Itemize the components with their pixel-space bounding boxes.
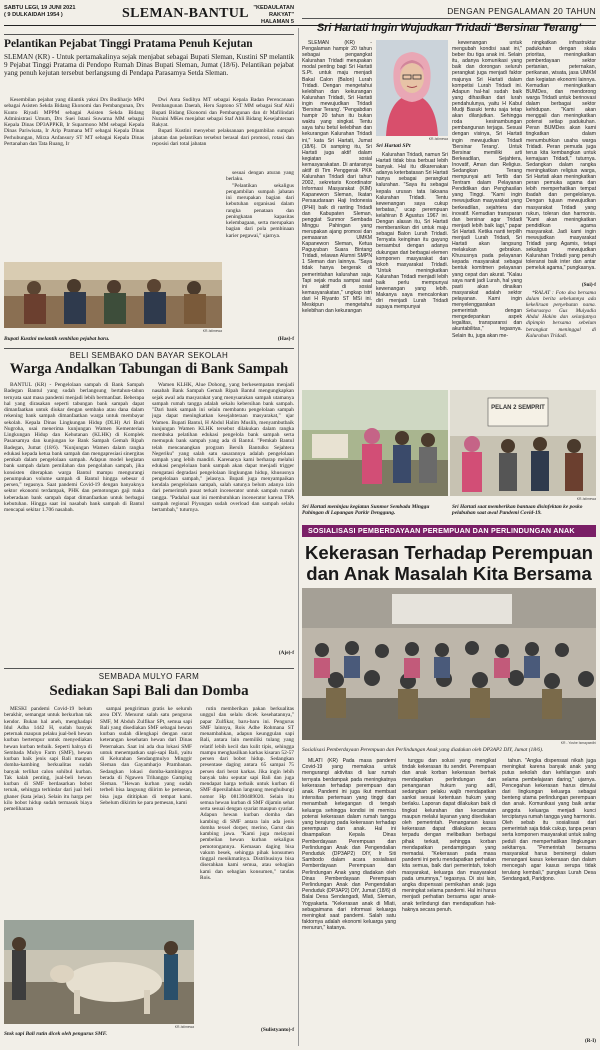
kicker: SEMBADA MULYO FARM <box>98 672 200 681</box>
body-col-2 <box>402 758 496 1046</box>
author-signoff: (R-I) <box>585 1038 596 1044</box>
body-col-2b <box>226 170 294 337</box>
paragraph: sesuai dengan aturan yang berlaku. <box>226 170 294 183</box>
rule <box>4 348 294 349</box>
paragraph: SLEMAN (KR) - Pengalaman hampir 20 tahun sebagai pengangkat Kalurahan Tridadi merupakan modal penting bagi Sri Hartati S.Pt. untuk maju menjadi Bakal Calon (Balon) Lurah Tridadi. Dengan mengetahui kelebihan dan kekurangan Kalurahan Tridadi, Sri Hartati ingin mewujudkan Tridadi 'Bersinar Terang'. "Pengabdian hampir 20 tahun itu bukan waktu yang singkat. Tentu saya tahu betul kelebihan dan kekurangan Kalurahan Tridadi ini," kata Sri Hartati, Jumat (18/6). Di samping itu, Sri Hartati juga aktif dalam kegiatan sosial kemasyarakatan. Di antaranya aktif di Tim Penggerak PKK Kalurahan Tridadi dari tahun 2002, sekretaris Koordinator Informasi Masyarakat (KIM) Kapanewon Sleman, Ikatan Persaudaraan Haji Indonesia (IPHI) baik di ranting Tridadi dan Kabupaten Sleman, penggiat Sunmor Sembada Minggu Pahingan yang merupakan ajang promosi dan pemasaran UMKM Kapanewon Sleman, Ketua Paguyuban Suara Bintang Tridadi, relawan Alumni SMPN 1 Sleman dan lainnya. "Saya tidak hanya bergerak di pemerintahan kalurahan saja. Tapi sejak muda sampai saat ini aktif di sosial kemasyarakatan," ungkap istri dari H Riyanto ST MSi ini. Meskipun mengetahui kelebihan dan kekurangan <box>302 40 372 315</box>
headline: Kekerasan Terhadap Perempuan dan Anak Masalah Kita Bersama <box>305 542 593 584</box>
photo-credit: KR-Istimewa <box>202 329 222 333</box>
section-banner: SOSIALISASI PEMBERDAYAAN PEREMPUAN DAN PERLINDUNGAN ANAK <box>302 525 596 537</box>
author-signoff: (Sulistyanto)-f <box>261 1027 294 1033</box>
newspaper-page <box>4 4 596 1046</box>
paragraph: BANTUL (KR) - Pengelolaan sampah di Bank Sampah Badegan Bantul yang sudah berlangsung bertahun-tahun ternyata saat masa pandemi menjadi lebih bermanfaat. Beberapa hal yang dirasakan seperti tabungan bank sampah dapat dimanfaatkan untuk diukar dengan sembako atau dana dalam rekening bank sampah dimanfaatkan warga untuk membayar sekolah. Kepala Dinas Lingkungan Hidup (DLH) Ari Budi Nugroha, usai menerima kunjungan Wamen Kementerian Lingkungan Hidup dan Kehutanan (KLHK) di Komplek Pasarsamya dan kunjungan ke Bank Sampah Gemah Ripah Badegan, Jumat (18/6). "Kunjungan Wamen dalam rangka edukasi kepada ketua bank sampah dan mengapresiasi sinergitas pemkab dalam pengelolaan sampah. Adapun model kegiatan bank sampah dalam pemilahan dan pengolahan sampah, jika konsisten diterapkan warga Bantul mampu mengurangi penumpukan volume sampah di Bantul hingga sebesar 4 persen," tegasnya. Saat pandemi Covid-19 dengan banyaknya sektor ekonomi terdampak, PHK dan pemotongan gaji maka keberadaan bank sampah dapat dimanfaatkan untuk berbagai kebutuhan. Hingga saat ini nasabah bank sampah di Bantul mencapai sekitar 1.706 nasabah. <box>4 382 144 513</box>
kicker: BELI SEMBAKO DAN BAYAR SEKOLAH <box>69 351 229 360</box>
photo-credit: KR-Istimewa <box>576 497 596 501</box>
headline: Pelantikan Pejabat Tinggi Pratama Penuh Kejutan <box>4 38 253 50</box>
paragraph: Wamen KLHK, Alue Dohong, yang berkesempatan menjadi nasabah Bank Sampah Gemah Ripah Bantul mengungkapkan sejak awal ada masyarakat yang menyuarakan sampah utamanya sampah rumah tangga adalah sekalu kebersihan bank sampah. "Dari bank sampah ini selain membantu pengelolaan sampah juga dapat meningkatkan kesejahteraan masyarakat," ujar Wamen. Bupati Bantul, H Abdul Halim Muslih, menyambutbaik kunjungan Wamen KLHK tersebut dilakukan dalam rangka membuka pelatihan edukasi pengelola bank sampah serta memupuk bank sampah yang ada di Bantul. "Pemkab Bantul telah mencanangkan program Bersih Bantulku Sejahtera Negeriku" yang salah satu sasarannya adalah pengelolaan sampah yang lebih mandiri. Karenanya kami berharap melalui edukasi pengelolaan bank sampah akan dapat menjadi trigger mengatasi degradasi pengelolaan lingkungan hidup, khususnya pengelolaan sampah," jelasnya. Bupati juga menyampaikan kendala pengelolaan sampah, salah satunya belum adanya izin dari pemerintah pusat terkait incenerator untuk sampah rumah tangga. "Padahal saat ini membutuhkan incenerator karena TPA sampah regional Piyungan sudah overload dan sampah selalu bertambah," tuturnya. <box>152 382 294 513</box>
section-name: SLEMAN-BANTUL <box>122 6 249 21</box>
photo-caption: Sosialisasi Pemberdayaan Perempuan dan Perlindungan Anak yang diadakan oleh DP3AP2 DIY, Jumat (18/6). <box>302 747 544 753</box>
portrait-caption: Sri Hartati SPt <box>376 143 411 149</box>
body-col-3 <box>200 706 294 1024</box>
ceremony-photo-icon <box>4 262 222 328</box>
issue-date <box>4 5 76 19</box>
photo-sign-text: PELAN 2 SEMPRIT <box>491 405 545 411</box>
photo-portrait <box>376 40 448 136</box>
photo-caption-right: Sri Hartati saat memberikan bantuan disinfektan ke posko pelabuhan saat awal Pandemi Covid-19. <box>452 504 583 517</box>
rule <box>4 668 294 669</box>
publication-name: "KEDAULATAN RAKYAT" <box>253 5 294 18</box>
paragraph: sampai pengiriman gratis ke seluruh area DIY. Menurut salah satu pengurus SMF, M Abduh Zulfikar SPt, semua sapi Bali yang disediakan SMF sebagai hewan kurban sudah dilengkapi dengan surat keterangan kesehatan hewan dari Dinas Peternakan. Saat ini ada dua lokasi SMF untuk menempatkan sapi-sapi Bali, yaitu di Kelurahan Sendangmulyo Minggir Sleman dan Gayamharjo Prambanan. Sedangkan lokasi domba-kambingnya berada di Ngawen Trihanggo Gamping Sleman. "Hewan kurban yang sudah terbeli bisa langsung diiirim ke pemesan, bisa juga dititipkan di tempat kami. Sebelum dikirim ke para pemesan, kami <box>100 706 192 806</box>
photo-sosialisasi <box>302 588 596 740</box>
portrait-credit: KR-Istimewa <box>428 137 448 141</box>
body-col-2a <box>152 97 294 170</box>
body-col-4 <box>526 40 596 282</box>
body-col-1 <box>4 97 144 259</box>
body-col-1 <box>302 758 396 1046</box>
author-signoff: (Aje)-f <box>278 650 294 656</box>
paragraph: Bupati Kustini menyebut pelaksanaan pengambilan sumpah jabatan dan pelantikan tersebut berasal dari promosi, rotasi dan reposisi dari total jabatan <box>152 128 294 147</box>
rule <box>4 34 294 35</box>
date-hijri: ( 9 DULKAIDAH 1954 ) <box>4 12 63 18</box>
photo-caption: Bupati Kustini melantik sembilan pejabat baru. <box>4 336 110 342</box>
lead-paragraph: SLEMAN (KR) - Untuk pertamakalinya sejak menjabat sebagai Bupati Sleman, Kustini SP melantik 9 Pejabat Tinggi Pratama di Pendopo Rumah Dinas Bupati Sleman, Jumat (18/6). Pelantikan pejabat yang penuh kejutan tersebut berlangsung di Pendapa Parasamya Setda Sleman. <box>4 54 294 77</box>
headline: Sri Hartati Ingin Wujudkan Tridadi 'Bersinar Terang' <box>316 22 582 34</box>
page-tag <box>238 5 294 26</box>
author-signoff: (Has)-f <box>277 336 294 342</box>
photo-credit: KR - Yoshe Ismayaedhi <box>560 741 596 745</box>
meeting-audience-photo-icon <box>302 588 596 740</box>
photo-sapi <box>4 920 194 1024</box>
body-col-3 <box>502 758 596 1038</box>
activity-photos-icon <box>302 390 596 496</box>
paragraph: *RALAT : Foto doa bersama dalam berita sebelumnya ada kekeliruan penyebutan nama. Seharusnya Gus Muiyadia Abdul Hakim dan selanjutnya dipimpin bersama sebelum berangkat meninggal di Kalurahan Tridadi. <box>526 290 596 339</box>
paragraph: ningkatkan infrastruktur padukuhan dengan skala prioritas, meningkatkan pemberdayaan sektor pertanian, peternakan, perikanan, wisata, jasa UMKM dan kegiatan ekonomi lainnya. Kemudian meningkatkan BUMDes, dan mendorong warga Tridadi untuk berinovasi dalam berbagai sektor kehidupan. "Kami akan menggali dan meningkatkan potensi setiap padukuhan. Peran BUMDes akan kami tingkatkan dalam menumbuhkan usaha warga Tridadi. Peran pemuda juga terus kita kembangkan untuk kemajuan Tridadi," tuturnya. Sedangkan dalam rangka meningkatkan religius warga, Sri Hartati akan meningkatkan peran pemuka agama dan lebih memperhatikan tempat ibadah dan pengelolanya. Dengan tujuan mewujudkan masyarakat Tridadi yang rukun, toleran dan harmonis. "Kami akan meningkatkan pendidikan agama masyarakat. Jadi kami ingin mewujudkan masyarakat Tridadi yang Agamis, tetapi sekaligus mewujudkan Kalurahan Tridadi yang penuh toleransi baik inter dan antar pemeluk agama," pungkasnya. <box>526 40 596 272</box>
column-divider <box>298 28 299 1046</box>
photo-caption-left: Sri Hartati meninjau kegiatan Sunmor Sembada Minggu Pahingan di Lapangan Parkir Denggung. <box>302 504 430 517</box>
paragraph: "Pelantikan sekaligus pengambilan sumpah jabatan ini merupakan bagian dari kebutuhan organisasi dalam rangka penataan dan peningkatan kapasitas kelembagaan, serta merupakan bagian dari pola pembinaan karier pegawai," ujarnya. <box>226 182 294 239</box>
body-col-2 <box>376 152 448 386</box>
photo-pelantikan <box>4 262 222 328</box>
body-col-1 <box>4 382 144 656</box>
page-number: HALAMAN 5 <box>261 19 294 25</box>
rule <box>302 18 596 19</box>
author-signoff: (Sni)-f <box>581 282 596 288</box>
paragraph: rutin memberikan pakan berkualitas unggul dan selalu dicek kesehatannya," papar Zulfikar, baru-baru ini. Pengurus SMF lainnya, Rois Adhe Rohmana ST menambahkan, adapun keunggulan sapi Bali, antara lain memiliki tulang yang relatif lebih kecil dan kulit tipis, sehingga mampu menghasilkan karkas kisaran 52-57 persen dari bobot hidup. Sedangkan presentase daging antara 65 sampai 75 persen dari berat karkas. Jika ingin lebih banyak tahu seputar sapi Bali dan juga mendapat harga terbaik untuk kurban di SMF dipersilahkan langsung menghubungi nomor Hp 081390489020. Selain itu semua hewan kurban di SMF dijamin sehat serta sesuai dengan syariat maupun syariat. Adapun hewan kurban domba dan kambing di SMF antara lain ada jenis domba texsel dorper, merino, Garut dan kambing jawa. "Kami juga melayani pembelian hewan kurban sekaligus pemotongannya. Kemasan daging bisa vakum besek, sehingga pihak konsumen tinggal menikmatinya. Distribusinya bisa diserahkan kami semua, atau sebagian kami dan sebagian konsumen," tandas Rois. <box>200 706 294 881</box>
ralat-note <box>526 290 596 386</box>
kicker: DENGAN PENGALAMAN 20 TAHUN <box>447 6 596 16</box>
paragraph: tunggu dan solusi yang mengikat tindak kekerasan itu sendiri. Perempuan dan anak korban kekerasan berhak mendapatkan perlindungan dan penanganan hukum yang adil, sedangkan pelaku wajib mendapatkan sanksi sesuai ketentuan hukum yang berlaku. Laporan dapat dilakukan baik di tingkat kelurahan dan kecamatan maupun melalui layanan yang disediakan oleh pemerintah. Penanganan kasus kekerasan dapat dilakukan secara terpadu dengan melibatkan berbagai pihak terkait, sehingga korban mendapatkan pendampingan yang memadai. "Kekerasan pada masa pandemi ini perlu mendapatkan perhatian kita semua, baik dari pemerintah, tokoh masyarakat, keluarga dan masyarakat pada umumnya," tegasnya. Di sisi lain, angka dispensasi pernikahan anak juga meningkat selama pandemi. Hal ini harus menjadi perhatian bersama agar anak-anak terlindungi dan mendapatkan hak-haknya secara penuh. <box>402 758 496 913</box>
paragraph: Kalurahan Tridadi, namun Sri Hartati tidak bisa berbuat lebih banyak. Hal itu dikarenakan adanya keterbatasan Sri Hartati hanya sebagai perangkat kalurahan. "Saya itu sebagai kepala urusan tata laksana Kalurahan Tridadi. Tentu kewenangan saya cukup terbatas," ucap perempuan kelahiran 8 Agustus 1967 ini. Dengan alasan itu, Sri Hartati memberanikan diri untuk maju sebagai Balon Lurah Tridadi. Ternyata keinginan itu gayung bersambut dengan adanya dukungan dari berbagai elemen komponen masyarakat dan tokoh masyarakat Tridadi. "Untuk meningkatkan Kalurahan Tridadi menjadi lebih baik perlu mempunyai kewenangan yang lebih. Makanya saya mencalonkan diri menjadi Lurah Tridadi supaya mempunyai <box>376 152 448 311</box>
paragraph: MLATI (KR) Pada masa pandemi Covid-19 yang memaksa untuk mengurangi aktivitas di luar rumah ternyata berdampak pada meningkatnya kekerasan terhadap perempuan dan anak. Pandemi ini juga ikut membuat intensitas pertemuan yang tinggi dan menambah ketegangan di tengah keluarga sehingga kondisi ini memicu potensi kekerasan dalam rumah tangga yang berujung pada kekerasan terhadap perempuan dan anak. Hal ini disampaikan Kepala Dinas Pemberdayaan Perempuan dan Perlindungan Anak dan Pengendalian Penduduk (DP3AP2) DIY, Ir Siti Sambodo dalam acara sosialisasi Pemberdayaan Perempuan dan Perlindungan Anak yang diadakan oleh Dinas Pemberdayaan Perempuan Perlindungan Anak dan Pengendalian Penduduk (DP3AP2) DIY, Jumat (18/6) di Balai Desa Sendangadi, Mlati, Sleman, Yogyakarta. "Kekerasan anak di Mlati, sebagaimana dari informasi keluarga meningkat saat pandemi. Salah satu faktornya adalah ekonomi keluarga yang menurun," katanya. <box>302 758 396 932</box>
paragraph: kewenangan untuk mengubah kondisi saat ini," beber ibu tiga anak ini. Selain itu, adanya komunikasi yang baik dan dorongan seluruh perangkat juga menjadi faktor majunya Sri Hartati dalam kompetisi Lurah Tridadi ini. Adapun hal-hal sudah baik yang dihasilkan dari lurah pendahulunya, yaitu H Kabul Mudji Basuki tentu saja tetap akan dilanjutkan. Sehingga roda kesinambungan pembangunan terjaga. Sesuai dengan visinya, Sri Hartati ingin mewujudkan Tridadi 'Bersinar Terang'. Untuk Bersinar memiliki arti Berkeadilan, Sejahtera, Inovatif, Aman dan Religius. Sedangkan Terang mempunyai arti Tertib dan Tentram dalam Pelayanan Pendidikan dan Penghasilan yang Tinggi. "Kami ingin mewujudkan masyarakat yang berkeadilan, sejahtera dan inovatif. Kemudian transparan dan bersinar agar Tridadi menjadi lebih baik lagi," papar Sri Hartati. Ketika nanti terpilih menjadi Lurah Tridadi, Sri Hartati akan langsung melakukan gebrakan. Khususnya pada pelayanan kepada masyarakat sebagai bentuk komitmen pelayanan yang cepat dan akurat. "Kalau saya nanti jadi Lurah, hal yang pasti akan dinaikan masyarakat adalah sektor pelayanan. Kami ingin menyelenggarakan pemerintah dengan mengedepankan aspek legalitas, transparansi dan akuntabilitas," tegasnya. Selain itu, juga akan me- <box>452 40 522 339</box>
cattle-pen-photo-icon <box>4 920 194 1024</box>
body-col-3 <box>452 40 522 386</box>
paragraph: tahun. "Angka dispensasi nikah juga meningkat karena banyak anak yang putus sekolah dan kehilangan arah selama pembelajaran daring," ujarnya. Pencegahan kekerasan harus dimulai dari lingkungan keluarga sebagai benteng utama perlindungan perempuan dan anak. Komunikasi yang baik antar anggota keluarga menjadi kunci terciptanya rumah tangga yang harmonis. Oleh sebab itu sosialisasi dari pemerintah saja tidak cukup, tanpa peran serta komponen masyarakat untuk saling peduli dan memperhatikan lingkungan sekitarnya. "Pemerintah bersama masyarakat harus bersinergi dalam menangani kasus kekerasan dan dalam mencegah agar kasus serupa tidak terulang kembali," pungkas Lurah Desa Sendangadi, Paridjono. <box>502 758 596 882</box>
headline: Sediakan Sapi Bali dan Domba <box>49 683 249 699</box>
body-col-2 <box>100 706 192 916</box>
photo-strip <box>302 390 596 496</box>
paragraph: Dwi Anta Sudibya MT sebagai Kepala Badan Perencanaan Pembangunan Daerah, Heru Saptono ST MM sebagai Staf Ahli Bupati Bidang Ekonomi dan Pembangunan dan dr Mafilindati Nuraini MKes menjabat sebagai Staf Ahli Bidang Kesejahteraan Rakyat. <box>152 97 294 128</box>
date-gregorian: SABTU LEGI, 19 JUNI 2021 <box>4 5 76 11</box>
body-col-2 <box>152 382 294 650</box>
headline: Warga Andalkan Tabungan di Bank Sampah <box>9 361 289 377</box>
photo-credit: KR-Istimewa <box>174 1025 194 1029</box>
paragraph: MESKI pandemi Covid-19 belum berakhir, semangat untuk berkurban tak kendor. Bukan hal aneh, menghadapi Idul Adha 1442 H, sudah banyak peternak maupun pelaku jual-beli hewan kurban bertempur untuk menyediakan hewan kurban terbaik. Seperti halnya di Sembada Mulyo Farm (SMF), hewan kurban baik jenis sapi Bali maupun domba-kambing berkualitas sudah banyak terlihat calon sohibul kurban. Tak kalah penting, jual-beli hewan kurban di SMF berdasarkan bobot ternak, sehingga terhindar dari jual beli ghaner (kata jelas). Selain itu harga per kilo bobot hidup sudah termasuk biaya pemeliharaan <box>4 706 92 812</box>
portrait-woman-icon <box>376 40 448 136</box>
photo-caption: Stok sapi Bali rutin dicek oleh pengurus SMF. <box>4 1031 107 1037</box>
paragraph: Kesembilan pejabat yang dilantik yakni Drs Budiharjo MPd sebagai Asisten Sekda Bidang Ekonomi dan Pembangunan, Drs Kunto Riyadi MPPM sebagai Asisten Sekda Bidang Administrasi Umum, Drs Suei Istani Suwarna MM sebagai Kepala Dinas DP3APPKB, Ir Suparmono MM sebagai Kepala Dinas Pariwisata, Ir Arip Pramana MT sebagai Kepala Dinas Perhubungan, Mirza Anfansury ST MT sebagai Kepala Dinas Pertanahan dan Tata Ruang, Ir <box>4 97 144 147</box>
body-col-1 <box>302 40 372 386</box>
